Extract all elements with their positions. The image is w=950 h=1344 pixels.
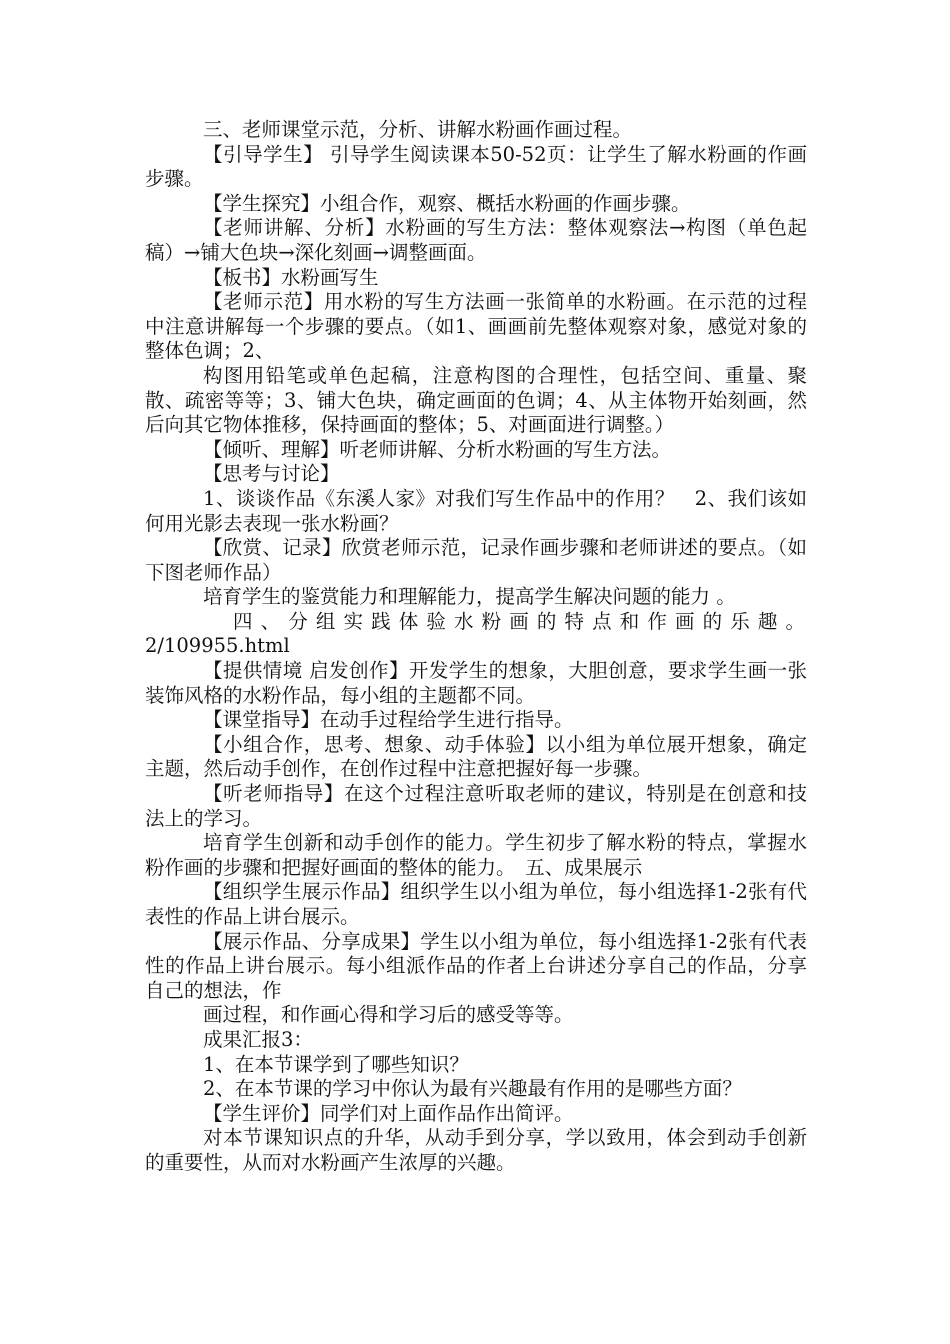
document-body <box>145 118 807 1176</box>
paragraph-appreciate: 【欣赏、记录】欣赏老师示范，记录作画步骤和老师讲述的要点。（如下图老师作品） <box>145 536 807 584</box>
paragraph-teacher-explain: 【老师讲解、分析】水粉画的写生方法：整体观察法→构图（单色起稿）→铺大色块→深化刻画→调整画面。 <box>145 216 807 264</box>
paragraph-student-explore: 【学生探究】小组合作，观察、概括水粉画的作画步骤。 <box>203 191 691 215</box>
paragraph-summary: 对本节课知识点的升华，从动手到分享，学以致用，体会到动手创新的重要性，从而对水粉画产生浓厚的兴趣。 <box>145 1126 807 1174</box>
paragraph-teacher-demo: 【老师示范】用水粉的写生方法画一张简单的水粉画。在示范的过程中注意讲解每一个步骤的要点。（如1、画画前先整体观察对象，感觉对象的整体色调；2、 <box>145 290 807 363</box>
paragraph-student-evaluation: 【学生评价】同学们对上面作品作出简评。 <box>203 1101 574 1125</box>
section-heading-4: 四、分组实践体验水粉画的特点和作画的乐趣。 <box>233 609 807 633</box>
paragraph-situation: 【提供情境 启发创作】开发学生的想象，大胆创意，要求学生画一张装饰风格的水粉作品，每小组的主题都不同。 <box>145 659 807 707</box>
paragraph-process: 画过程，和作画心得和学习后的感受等等。 <box>203 1003 574 1027</box>
paragraph-guide-students: 【引导学生】 引导学生阅读课本50-52页：让学生了解水粉画的作画步骤。 <box>145 142 807 191</box>
paragraph-listen: 【倾听、理解】听老师讲解、分析水粉画的写生方法。 <box>203 437 672 461</box>
stray-url-text: 2/109955.html <box>145 634 290 658</box>
paragraph-class-guidance: 【课堂指导】在动手过程给学生进行指导。 <box>203 708 574 732</box>
paragraph-question-2: 2、在本节课的学习中你认为最有兴趣最有作用的是哪些方面？ <box>203 1077 742 1101</box>
paragraph-share-results: 【展示作品、分享成果】学生以小组为单位，每小组选择1-2张有代表性的作品上讲台展示。每小组派作品的作者上台讲述分享自己的作品，分享自己的想法，作 <box>145 929 807 1002</box>
paragraph-ability: 培育学生的鉴赏能力和理解能力，提高学生解决问题的能力 。 <box>203 585 736 609</box>
paragraph-teacher-advice: 【听老师指导】在这个过程注意听取老师的建议，特别是在创意和技法上的学习。 <box>145 782 807 830</box>
paragraph-creativity: 培育学生创新和动手创作的能力。学生初步了解水粉的特点，掌握水粉作画的步骤和把握好画面的整体的能力。 五、成果展示 <box>145 831 807 879</box>
paragraph-group-work: 【小组合作，思考、想象、动手体验】以小组为单位展开想象，确定主题，然后动手创作，在创作过程中注意把握好每一步骤。 <box>145 732 807 781</box>
paragraph-question-1: 1、在本节课学到了哪些知识？ <box>203 1052 469 1076</box>
paragraph-report-heading: 成果汇报3： <box>203 1027 313 1051</box>
paragraph-composition: 构图用铅笔或单色起稿，注意构图的合理性，包括空间、重量、聚散、疏密等等；3、铺大色块，确定画面的色调；4、从主体物开始刻画，然后向其它物体推移，保持画面的整体；5、对画面进行调整。） <box>145 363 807 437</box>
paragraph-organize-display: 【组织学生展示作品】组织学生以小组为单位，每小组选择1-2张有代表性的作品上讲台展示。 <box>145 880 807 928</box>
paragraph-blackboard: 【板书】水粉画写生 <box>203 265 379 289</box>
paragraph-discussion-heading: 【思考与讨论】 <box>203 462 340 486</box>
section-heading-3: 三、老师课堂示范，分析、讲解水粉画作画过程。 <box>203 118 633 141</box>
paragraph-discussion-questions: 1、谈谈作品《东溪人家》对我们写生作品中的作用？ 2、我们该如何用光影去表现一张水粉画？ <box>145 486 807 535</box>
